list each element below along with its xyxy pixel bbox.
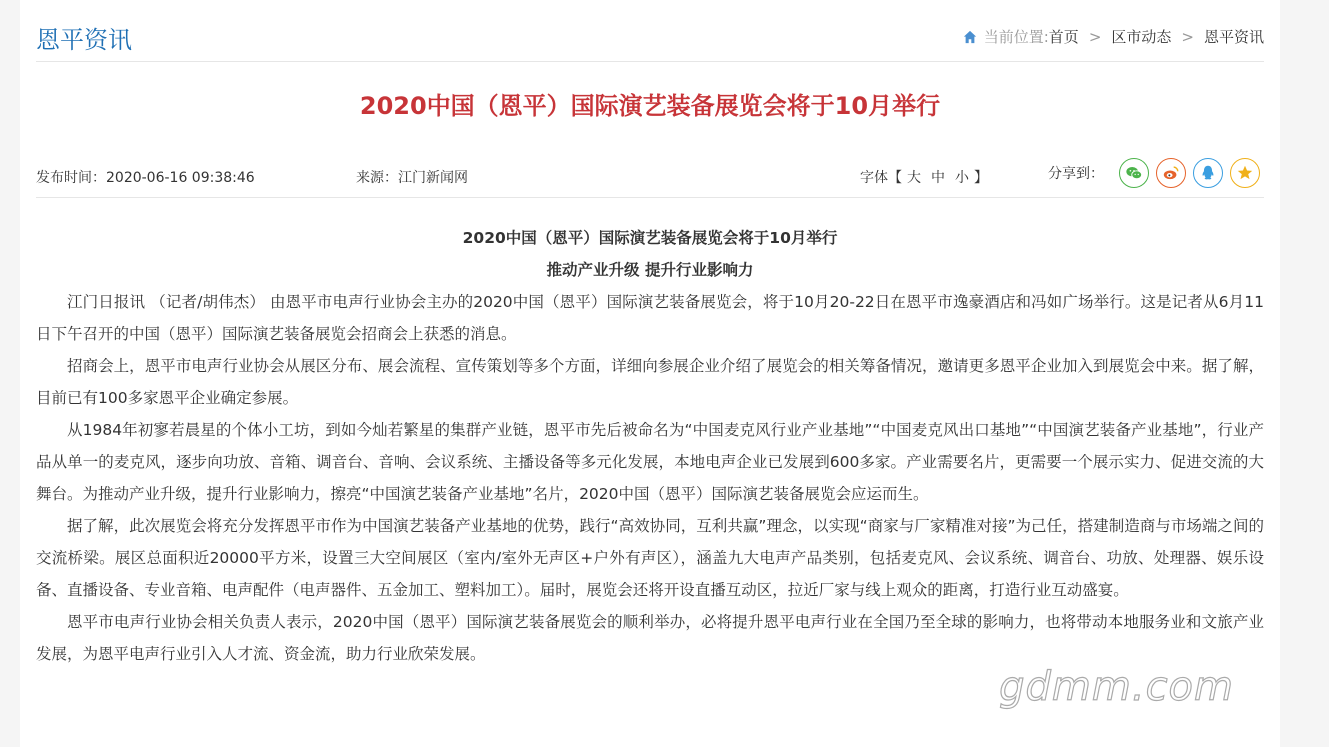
- share-weibo-button[interactable]: [1156, 158, 1186, 188]
- publish-time: 发布时间：2020-06-16 09:38:46: [36, 170, 255, 186]
- page-container: [20, 0, 1280, 747]
- article-title: 2020中国（恩平）国际演艺装备展览会将于10月举行: [359, 92, 941, 120]
- paragraph: 据了解，此次展览会将充分发挥恩平市作为中国演艺装备产业基地的优势，践行“高效协同，互利共赢”理念，以实现“商家与厂家精准对接”为己任，搭建制造商与市场端之间的交流桥梁。展区总面积近20000平方米，设置三大空间展区（室内/室外无声区+户外有声区），涵盖九大电声产品类别，包括麦克风、会议系统、调音台、功放、处理器、娱乐设备、直播设备、专业音箱、电声配件（电声器件、五金加工、塑料加工）。届时，展览会还将开设直播互动区，拉近厂家与线上观众的距离，打造行业互动盛宴。: [36, 517, 1264, 599]
- breadcrumb-district-news-link[interactable]: 区市动态: [1111, 28, 1172, 46]
- body-subheading: 推动产业升级 提升行业影响力: [546, 261, 754, 279]
- weibo-icon: [1162, 164, 1180, 182]
- body-heading: 2020中国（恩平）国际演艺装备展览会将于10月举行: [462, 229, 838, 247]
- breadcrumb-prefix: 当前位置:: [983, 28, 1049, 46]
- paragraph: 江门日报讯 （记者/胡伟杰） 由恩平市电声行业协会主办的2020中国（恩平）国际演艺装备展览会，将于10月20-22日在恩平市逸豪酒店和冯如广场举行。这是记者从6月11日下午召开的中国（恩平）国际演艺装备展览会招商会上获悉的消息。: [36, 293, 1264, 343]
- watermark: gdmm.com: [999, 664, 1234, 710]
- qq-icon: [1199, 164, 1217, 182]
- font-bracket-close: 】: [974, 170, 988, 186]
- font-size-small-button[interactable]: 小: [955, 170, 969, 186]
- breadcrumb-enping-news-link[interactable]: 恩平资讯: [1203, 28, 1264, 46]
- font-bracket-open: 【: [888, 170, 902, 186]
- share-bar: [1048, 158, 1260, 188]
- breadcrumb-separator: >: [1088, 27, 1102, 46]
- breadcrumb-separator: >: [1181, 27, 1194, 46]
- article-source: 来源：江门新闻网: [356, 170, 468, 186]
- article-meta: [36, 158, 1264, 198]
- paragraph: 招商会上，恩平市电声行业协会从展区分布、展会流程、宣传策划等多个方面，详细向参展企业介绍了展览会的相关筹备情况，邀请更多恩平企业加入到展览会中来。据了解，目前已有100多家恩平企业确定参展。: [36, 357, 1264, 407]
- section-title: 恩平资讯: [36, 26, 132, 54]
- font-size-selector: [860, 167, 988, 187]
- font-size-label: 字体: [860, 170, 888, 186]
- qzone-icon: [1236, 164, 1254, 182]
- article-body: [36, 222, 1264, 670]
- share-qzone-button[interactable]: [1230, 158, 1260, 188]
- paragraph: 恩平市电声行业协会相关负责人表示，2020中国（恩平）国际演艺装备展览会的顺利举办，必将提升恩平电声行业在全国乃至全球的影响力，也将带动本地服务业和文旅产业发展，为恩平电声行业引入人才流、资金流，助力行业欣荣发展。: [36, 613, 1264, 663]
- paragraph: 从1984年初寥若晨星的个体小工坊，到如今灿若繁星的集群产业链，恩平市先后被命名为“中国麦克风行业产业基地”“中国麦克风出口基地”“中国演艺装备产业基地”，行业产品从单一的麦克风，逐步向功放、音箱、调音台、音响、会议系统、主播设备等多元化发展，本地电声企业已发展到600多家。产业需要名片，更需要一个展示实力、促进交流的大舞台。为推动产业升级，提升行业影响力，擦亮“中国演艺装备产业基地”名片，2020中国（恩平）国际演艺装备展览会应运而生。: [36, 421, 1264, 503]
- share-wechat-button[interactable]: [1119, 158, 1149, 188]
- wechat-icon: [1125, 164, 1143, 182]
- page-header: [36, 0, 1264, 62]
- breadcrumb: [963, 26, 1264, 47]
- home-icon: [963, 30, 977, 44]
- share-label: 分享到：: [1048, 166, 1104, 182]
- breadcrumb-home-link[interactable]: 首页: [1048, 28, 1079, 46]
- font-size-large-button[interactable]: 大: [907, 170, 921, 186]
- share-qq-button[interactable]: [1193, 158, 1223, 188]
- font-size-medium-button[interactable]: 中: [931, 170, 945, 186]
